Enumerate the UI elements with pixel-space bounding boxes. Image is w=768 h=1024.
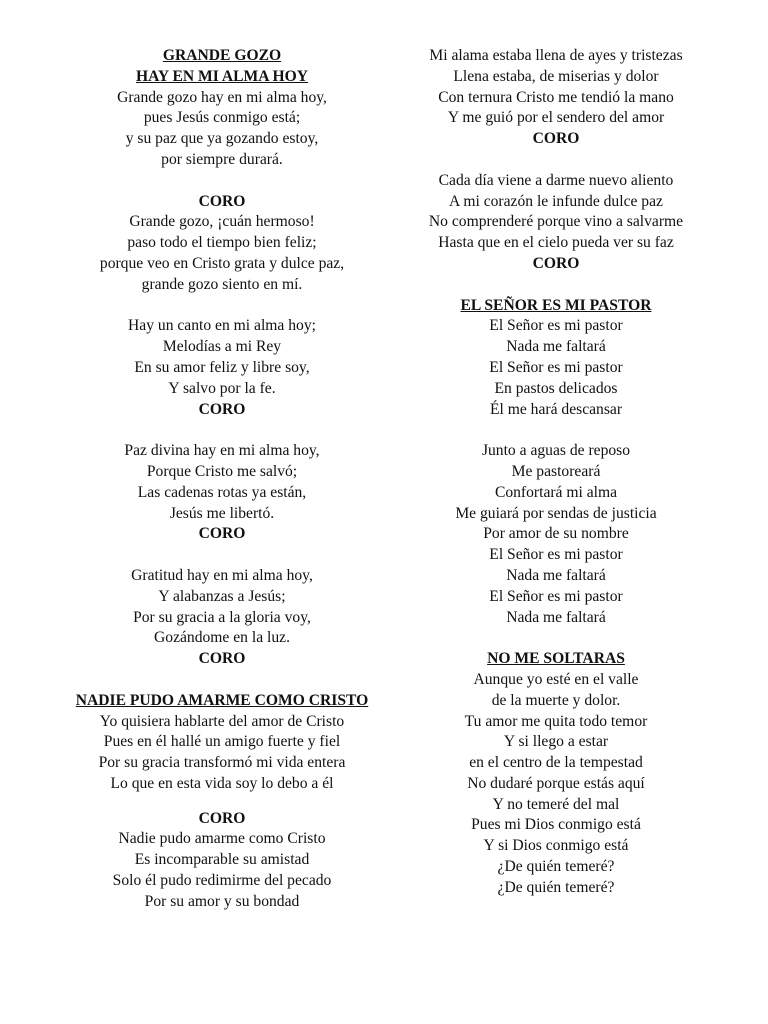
lyric-line: Grande gozo, ¡cuán hermoso! [129,213,315,231]
lyric-line: Y me guió por el sendero del amor [447,109,665,127]
lyric-line: A mi corazón le infunde dulce paz [449,192,663,210]
lyric-line: Llena estaba, de miserias y dolor [453,67,659,85]
lyric-line: Me pastoreará [511,462,601,480]
lyric-line: Nadie pudo amarme como Cristo [118,830,326,848]
chorus-label: CORO [198,650,246,668]
lyric-line: En su amor feliz y libre soy, [134,358,310,376]
lyric-line: Nada me faltará [506,566,606,584]
lyric-line: por siempre durará. [161,150,283,168]
chorus-label: CORO [198,192,246,210]
lyric-line: No comprenderé porque vino a salvarme [428,213,684,231]
chorus-label: CORO [198,525,246,543]
lyric-line: El Señor es mi pastor [489,317,623,335]
lyric-line: ¿De quién temeré? [497,878,615,896]
chorus-label: CORO [532,130,580,148]
lyric-line: Lo que en esta vida soy lo debo a él [110,774,334,792]
lyric-line: Me guiará por sendas de justicia [455,504,657,522]
song-title: HAY EN MI ALMA HOY [135,67,309,85]
lyric-line: Gozándome en la luz. [154,629,290,647]
lyric-line: Pues mi Dios conmigo está [471,816,641,834]
lyric-line: Y alabanzas a Jesús; [158,587,286,605]
lyric-line: Él me hará descansar [489,400,623,418]
chorus-label: CORO [198,809,246,827]
lyric-line: paso todo el tiempo bien feliz; [127,234,317,252]
song-title: NO ME SOLTARAS [487,650,625,668]
lyric-line: y su paz que ya gozando estoy, [125,130,319,148]
lyric-line: Junto a aguas de reposo [481,442,631,460]
lyric-line: Grande gozo hay en mi alma hoy, [117,88,327,106]
lyric-line: Por su gracia a la gloria voy, [133,608,311,626]
lyric-line: No dudaré porque estás aquí [467,774,645,792]
lyric-line: pues Jesús conmigo está; [143,109,301,127]
lyric-line: de la muerte y dolor. [491,691,621,709]
chorus-label: CORO [198,400,246,418]
lyric-line: porque veo en Cristo grata y dulce paz, [99,254,345,272]
lyric-line: Confortará mi alma [494,483,618,501]
lyric-line: Las cadenas rotas ya están, [137,483,307,501]
lyric-line: Aunque yo esté en el valle [473,670,639,688]
lyric-line: Nada me faltará [506,608,606,626]
lyric-line: Cada día viene a darme nuevo aliento [438,171,674,189]
lyric-line: Por amor de su nombre [483,525,629,543]
lyric-line: Melodías a mi Rey [162,338,282,356]
lyric-line: Por su gracia transformó mi vida entera [98,754,346,772]
lyric-line: Porque Cristo me salvó; [146,462,298,480]
left-column [50,46,394,913]
lyric-line: Por su amor y su bondad [144,892,300,910]
lyric-line: Yo quisiera hablarte del amor de Cristo [99,712,345,730]
chorus-label: CORO [532,254,580,272]
lyric-line: Y si llego a estar [503,733,609,751]
song-title: EL SEÑOR ES MI PASTOR [460,296,652,314]
lyric-line: grande gozo siento en mí. [141,275,303,293]
lyric-line: Hay un canto en mi alma hoy; [128,317,316,335]
lyric-line: Tu amor me quita todo temor [464,712,648,730]
lyric-line: Con ternura Cristo me tendió la mano [438,88,674,106]
lyric-line: Jesús me libertó. [169,504,275,522]
song-title: NADIE PUDO AMARME COMO CRISTO [75,691,369,709]
right-column [400,46,712,899]
lyric-line: El Señor es mi pastor [489,587,623,605]
lyric-line: Y salvo por la fe. [168,379,276,397]
lyric-line: El Señor es mi pastor [489,358,623,376]
lyric-line: Paz divina hay en mi alma hoy, [124,442,320,460]
lyric-line: Mi alama estaba llena de ayes y tristezas [429,47,683,64]
lyric-line: En pastos delicados [494,379,618,397]
lyric-line: Gratitud hay en mi alma hoy, [131,566,313,584]
lyric-line: Es incomparable su amistad [134,851,310,869]
lyric-line: Y si Dios conmigo está [483,837,629,855]
lyric-line: Nada me faltará [506,338,606,356]
lyric-line: Y no temeré del mal [492,795,620,813]
lyric-line: El Señor es mi pastor [489,546,623,564]
lyric-line: Solo él pudo redimirme del pecado [112,872,332,890]
lyric-line: ¿De quién temeré? [497,858,615,876]
lyric-line: en el centro de la tempestad [469,754,643,772]
lyric-line: Hasta que en el cielo pueda ver su faz [438,234,674,252]
lyric-line: Pues en él hallé un amigo fuerte y fiel [103,733,341,751]
song-title: GRANDE GOZO [162,47,282,64]
